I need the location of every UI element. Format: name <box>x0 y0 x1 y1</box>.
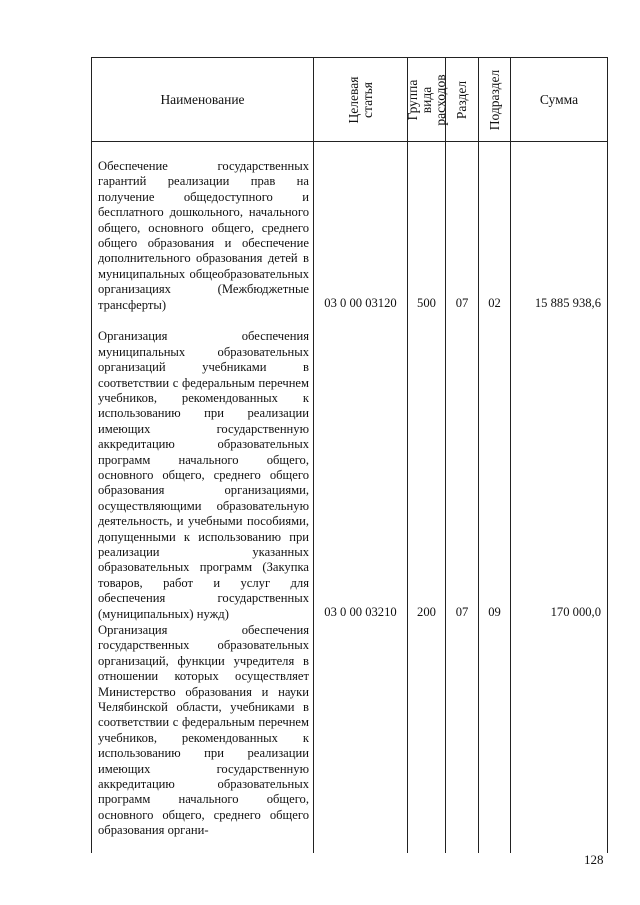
row-expense-group <box>408 622 446 853</box>
table-row <box>92 313 608 622</box>
row-subsection: 09 <box>479 313 511 622</box>
header-target-article: Целевая статья <box>314 58 408 142</box>
row-subsection <box>479 622 511 853</box>
row-name: Организация обеспечения государственных образовательных организаций, функции учредителя в отношении которых осуществляет Министерство образования и науки Челябинской области, учебниками в соответствии с федеральным перечнем учебников, рекомендованных к использованию при реализации имеющих государственную аккредитацию образовательных программ начального общего, основного общего, среднего общего образования органи- <box>92 622 314 853</box>
budget-table <box>91 57 608 853</box>
table-row <box>92 622 608 853</box>
row-name: Обеспечение государственных гарантий реализации прав на получение общедоступного и бесплатного дошкольного, начального общего, основного общего, среднего общего образования и обеспечение дополнительного образования детей в муниципальных общеобразовательных организациях (Межбюджетные трансферты) <box>92 142 314 314</box>
row-section: 07 <box>446 313 479 622</box>
row-expense-group: 200 <box>408 313 446 622</box>
table-header-row <box>92 58 608 142</box>
row-sum: 15 885 938,6 <box>511 142 608 314</box>
header-name: Наименование <box>92 58 314 142</box>
table-row <box>92 142 608 314</box>
row-target-article: 03 0 00 03120 <box>314 142 408 314</box>
row-section <box>446 622 479 853</box>
row-section: 07 <box>446 142 479 314</box>
page-number: 128 <box>584 852 604 867</box>
row-subsection: 02 <box>479 142 511 314</box>
header-sum: Сумма <box>511 58 608 142</box>
header-subsection: Подраздел <box>479 58 511 142</box>
row-name: Организация обеспечения муниципальных образовательных организаций учебниками в соответствии с федеральным перечнем учебников, рекомендованных к использованию при реализации имеющих государственную аккредитацию образовательных программ начального общего, основного общего, среднего общего образования организациями, осуществляющими образовательную деятельность, и учебными пособиями, допущенными к использованию при реализации указанных образовательных программ (Закупка товаров, работ и услуг для обеспечения государственных (муниципальных) нужд) <box>92 313 314 622</box>
row-target-article <box>314 622 408 853</box>
header-section: Раздел <box>446 58 479 142</box>
row-sum: 170 000,0 <box>511 313 608 622</box>
row-sum <box>511 622 608 853</box>
header-expense-group: Группа вида расходов <box>408 58 446 142</box>
row-expense-group: 500 <box>408 142 446 314</box>
row-target-article: 03 0 00 03210 <box>314 313 408 622</box>
